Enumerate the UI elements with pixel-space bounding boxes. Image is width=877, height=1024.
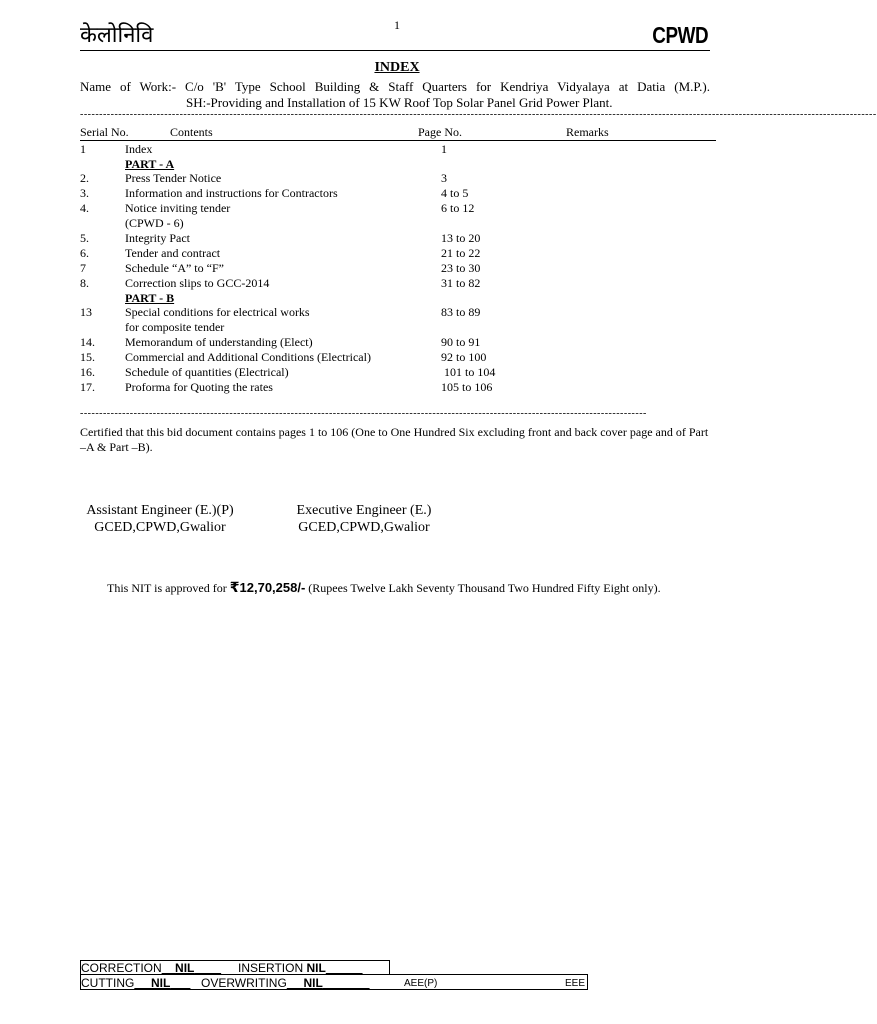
signatory-office: GCED,CPWD,Gwalior — [94, 520, 226, 535]
row-contents: Schedule of quantities (Electrical) — [125, 365, 289, 379]
col-header-contents: Contents — [170, 125, 213, 139]
row-serial: 3. — [80, 186, 89, 200]
footer-correction: CORRECTION__NIL____ — [81, 961, 222, 975]
correction-value: NIL — [175, 961, 195, 975]
approval-prefix: This NIT is approved for — [107, 581, 230, 595]
cutting-label: CUTTING — [81, 976, 135, 990]
signatory-assistant-engineer — [70, 502, 250, 536]
name-of-work-subhead: SH:-Providing and Installation of 15 KW Roof Top Solar Panel Grid Power Plant. — [186, 95, 613, 110]
row-contents: for composite tender — [125, 320, 225, 334]
row-page: 1 — [441, 142, 447, 156]
insertion-value: NIL — [306, 961, 326, 975]
row-contents: Memorandum of understanding (Elect) — [125, 335, 313, 349]
row-contents: Proforma for Quoting the rates — [125, 380, 273, 394]
dashed-rule: ---------------------------------------------------------------------------------------------------------------------------------------------------- — [80, 408, 647, 419]
row-contents: Special conditions for electrical works — [125, 305, 310, 319]
overwriting-value: NIL — [303, 976, 323, 990]
approval-amount: 12,70,258/- — [239, 580, 306, 595]
row-contents: Integrity Pact — [125, 231, 190, 245]
signatory-designation: Assistant Engineer (E.)(P) — [86, 503, 234, 518]
row-serial: 1 — [80, 142, 86, 156]
index-title: INDEX — [374, 60, 420, 75]
row-contents: Information and instructions for Contractors — [125, 186, 338, 200]
col-header-remarks: Remarks — [566, 125, 609, 139]
certification-text: Certified that this bid document contains pages 1 to 106 (One to One Hundred Six excluding front and back cover page and of Part –A & Part –B). — [80, 425, 709, 454]
cutting-value: NIL — [151, 976, 171, 990]
row-serial: 6. — [80, 246, 89, 260]
footer-eee: EEE — [565, 978, 586, 989]
dashed-rule: ---------------------------------------------------------------------------------------------------------------------------------------------------------------------------------------------------------------- — [80, 109, 877, 120]
row-contents: Commercial and Additional Conditions (Electrical) — [125, 350, 371, 364]
row-page: 3 — [441, 171, 447, 185]
row-page: 31 to 82 — [441, 276, 481, 290]
row-contents: Press Tender Notice — [125, 171, 222, 185]
approval-suffix: (Rupees Twelve Lakh Seventy Thousand Two Hundred Fifty Eight only). — [305, 581, 661, 595]
row-page: 21 to 22 — [441, 246, 481, 260]
column-rule — [80, 140, 716, 141]
row-page: 83 to 89 — [441, 305, 481, 319]
row-page: 4 to 5 — [441, 186, 469, 200]
row-serial: 17. — [80, 380, 95, 394]
row-contents: Correction slips to GCC-2014 — [125, 276, 270, 290]
part-b-heading: PART - B — [125, 291, 175, 305]
col-header-serial: Serial No. — [80, 125, 129, 139]
rupee-symbol: ₹ — [229, 580, 240, 596]
row-contents: Notice inviting tender — [125, 201, 231, 215]
row-contents: Index — [125, 142, 153, 156]
signatory-designation: Executive Engineer (E.) — [296, 503, 432, 518]
row-serial: 16. — [80, 365, 95, 379]
row-serial: 8. — [80, 276, 89, 290]
col-header-page: Page No. — [418, 125, 462, 139]
row-page: 23 to 30 — [441, 261, 481, 275]
insertion-label: INSERTION — [238, 961, 304, 975]
row-serial: 2. — [80, 171, 89, 185]
footer-overwriting: OVERWRITING __NIL_______ — [201, 976, 370, 990]
footer-aee: AEE(P) — [404, 978, 438, 989]
row-page: 105 to 106 — [441, 380, 493, 394]
footer-insertion: INSERTION NIL _____ — [238, 961, 363, 975]
row-page: 13 to 20 — [441, 231, 481, 245]
signatory-executive-engineer — [274, 502, 454, 536]
row-contents: Tender and contract — [125, 246, 221, 260]
part-a-heading: PART - A — [125, 157, 175, 171]
footer-cutting: CUTTING __NIL___ — [81, 976, 191, 990]
hindi-title: केलोनिवि — [80, 23, 154, 48]
row-serial: 7 — [80, 261, 86, 275]
row-serial: 4. — [80, 201, 89, 215]
row-contents: (CPWD - 6) — [125, 216, 184, 230]
signatory-office: GCED,CPWD,Gwalior — [298, 520, 430, 535]
name-of-work: Name of Work:- C/o 'B' Type School Building & Staff Quarters for Kendriya Vidyalaya at Datia (M.P.). — [80, 79, 710, 94]
row-page: 101 to 104 — [444, 365, 496, 379]
row-serial: 13 — [80, 305, 92, 319]
row-page: 92 to 100 — [441, 350, 487, 364]
row-contents: Schedule “A” to “F” — [125, 261, 224, 275]
page-number: 1 — [394, 18, 400, 32]
overwriting-label: OVERWRITING — [201, 976, 287, 990]
row-serial: 5. — [80, 231, 89, 245]
approval-statement — [107, 580, 661, 596]
row-serial: 14. — [80, 335, 95, 349]
row-page: 90 to 91 — [441, 335, 481, 349]
header-rule — [80, 50, 710, 51]
org-logo-text: CPWD — [652, 22, 708, 48]
row-page: 6 to 12 — [441, 201, 475, 215]
correction-label: CORRECTION — [81, 961, 162, 975]
row-serial: 15. — [80, 350, 95, 364]
